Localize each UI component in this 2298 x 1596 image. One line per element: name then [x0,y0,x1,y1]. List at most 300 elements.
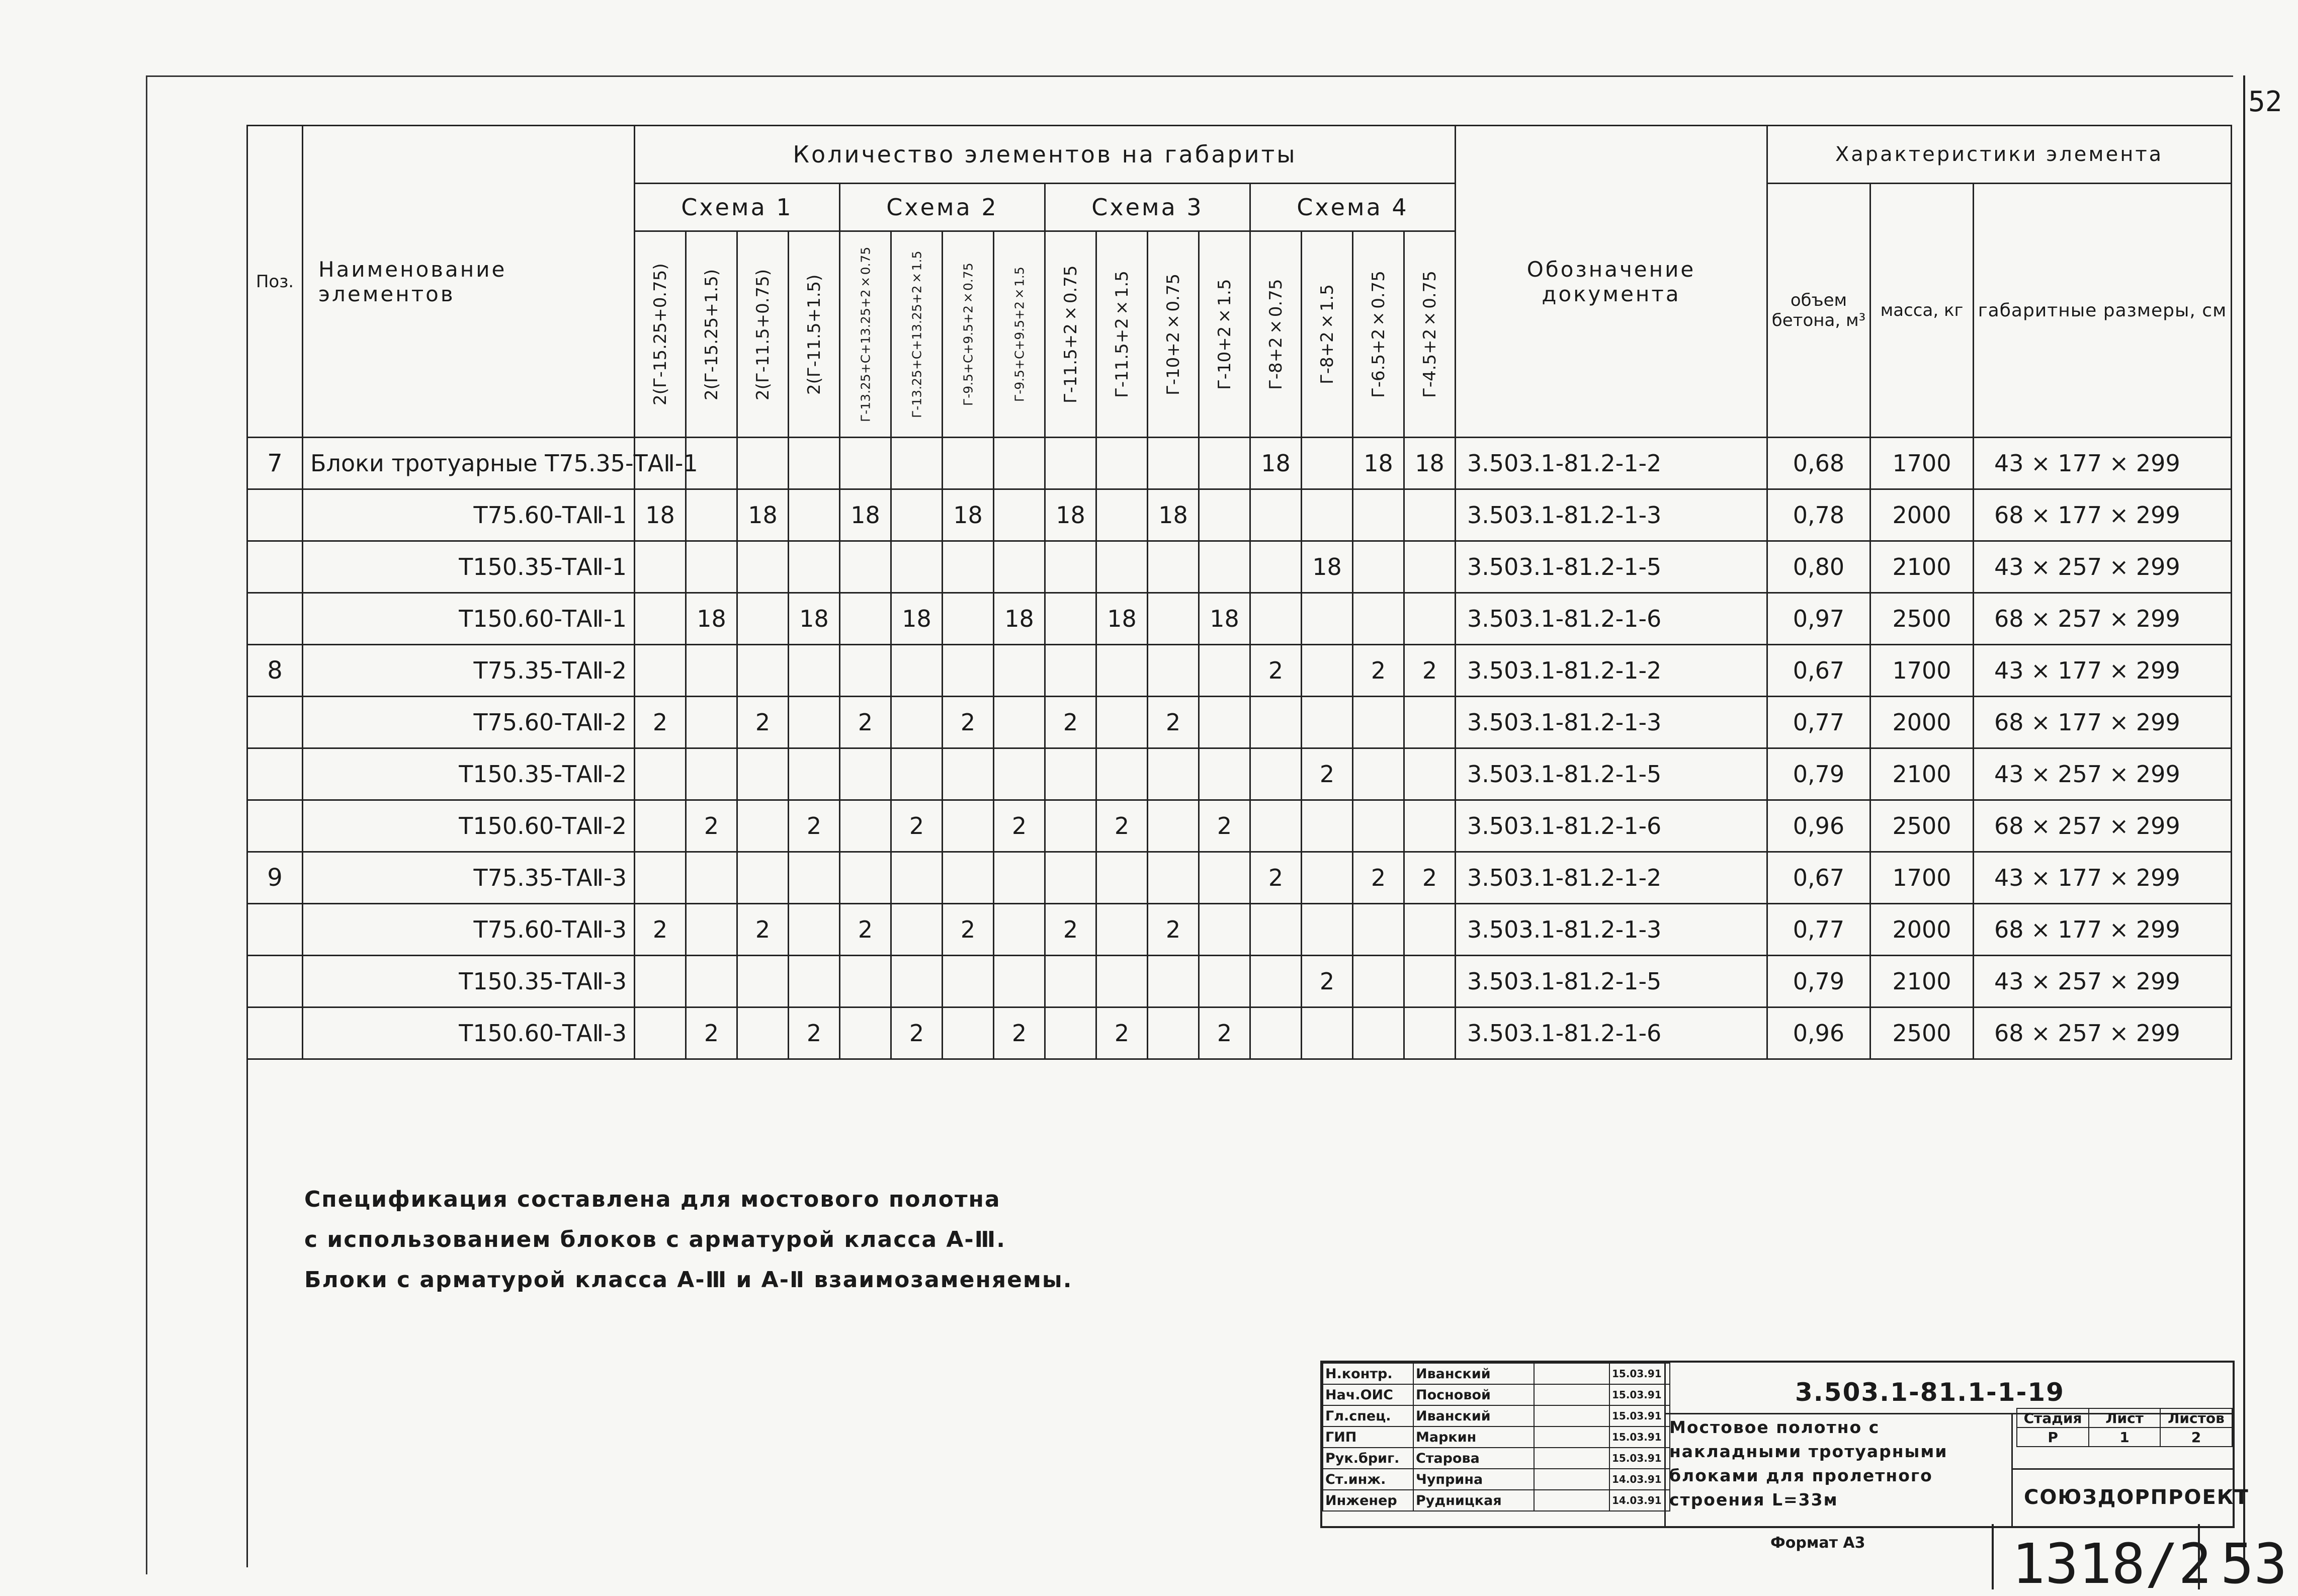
volume-cell: 0,77 [1767,904,1870,956]
element-name-cell: Т75.35-ТАⅡ-3 [303,852,635,904]
quantity-cell: 2 [737,697,789,748]
document-cell: 3.503.1-81.2-1-6 [1456,593,1767,645]
header-pos: Поз. [247,126,303,438]
quantity-cell [789,541,840,593]
spec-row [247,748,2232,800]
quantity-cell [891,438,943,489]
volume-cell: 0,77 [1767,697,1870,748]
quantity-cell [1199,541,1250,593]
header-char-group: Характеристики элемента [1767,126,2232,184]
spec-row [247,438,2232,489]
quantity-cell [1045,541,1096,593]
quantity-cell [1148,593,1199,645]
staff-row [1323,1363,1670,1384]
quantity-cell [686,956,737,1007]
quantity-cell [1302,593,1353,645]
quantity-cell: 2 [789,800,840,852]
quantity-cell [891,748,943,800]
element-name-cell: Т150.60-ТАⅡ-3 [303,1007,635,1059]
quantity-cell [943,645,994,697]
quantity-cell: 18 [1199,593,1250,645]
quantity-cell: 2 [737,904,789,956]
quantity-cell: 18 [1045,489,1096,541]
gabarit-header: Г-11.5+2×1.5 [1096,231,1148,438]
quantity-cell [737,956,789,1007]
position-cell: 7 [247,438,303,489]
gabarit-header: Г-13.25+С+13.25+2×1.5 [891,231,943,438]
quantity-cell [1148,956,1199,1007]
gabarit-header: Г-13.25+С+13.25+2×0.75 [840,231,891,438]
dimensions-cell: 68 × 177 × 299 [1974,489,2232,541]
quantity-cell: 18 [1404,438,1456,489]
quantity-cell [686,697,737,748]
signature-cell [1534,1405,1609,1426]
quantity-cell [1250,489,1302,541]
staff-role-cell: Нач.ОИС [1323,1384,1413,1405]
title-line: накладными тротуарными [1669,1442,1948,1461]
quantity-cell: 2 [1250,645,1302,697]
quantity-cell [1148,645,1199,697]
quantity-cell [686,645,737,697]
stage-value: Р [2017,1427,2089,1447]
title-block [1320,1361,2249,1528]
quantity-cell [1045,800,1096,852]
gabarit-header: Г-11.5+2×0.75 [1045,231,1096,438]
sheet-number: 1318/2 [2012,1532,2212,1596]
gabarit-header: 2(Г-15.25+1.5) [686,231,737,438]
quantity-cell [789,438,840,489]
quantity-cell [1404,800,1456,852]
staff-role-cell: Гл.спец. [1323,1405,1413,1426]
quantity-cell [840,541,891,593]
quantity-cell: 2 [1404,645,1456,697]
quantity-cell [1045,1007,1096,1059]
quantity-cell [994,438,1045,489]
document-code: 3.503.1-81.1-1-19 [1795,1378,2065,1407]
specification-table [246,125,2232,1567]
staff-role-cell: Инженер [1323,1490,1413,1511]
staff-name-cell: Чуприна [1413,1469,1534,1490]
document-cell: 3.503.1-81.2-1-3 [1456,697,1767,748]
quantity-cell [1096,645,1148,697]
quantity-cell [891,489,943,541]
dimensions-cell: 43 × 177 × 299 [1974,438,2232,489]
quantity-cell [686,541,737,593]
quantity-cell [1148,800,1199,852]
quantity-cell [1404,748,1456,800]
footer-divider [1992,1524,1994,1589]
document-cell: 3.503.1-81.2-1-2 [1456,645,1767,697]
header-scheme-2: Схема 2 [840,184,1045,231]
title-block-divider [1664,1363,1666,1526]
drawing-title [1669,1415,1947,1512]
staff-date-cell: 14.03.91 [1609,1469,1670,1490]
quantity-cell [1250,800,1302,852]
sheet-value: 1 [2089,1427,2160,1447]
quantity-cell [943,748,994,800]
volume-cell: 0,97 [1767,593,1870,645]
quantity-cell [1353,800,1404,852]
position-cell [247,904,303,956]
element-name-cell: Т75.35-ТАⅡ-2 [303,645,635,697]
header-dims: габаритные размеры, см [1974,184,2232,438]
quantity-cell [789,748,840,800]
signature-cell [1534,1363,1609,1384]
quantity-cell [1353,1007,1404,1059]
spec-row [247,852,2232,904]
quantity-cell [891,645,943,697]
quantity-cell [1353,541,1404,593]
staff-name-cell: Посновой [1413,1384,1534,1405]
quantity-cell [1096,904,1148,956]
quantity-cell [994,645,1045,697]
quantity-cell: 2 [1045,904,1096,956]
position-cell [247,593,303,645]
gabarit-header: 2(Г-11.5+1.5) [789,231,840,438]
quantity-cell [737,1007,789,1059]
position-cell [247,489,303,541]
quantity-cell [789,489,840,541]
quantity-cell [891,956,943,1007]
quantity-cell [789,645,840,697]
staff-name-cell: Иванский [1413,1363,1534,1384]
gabarit-header: 2(Г-15.25+0.75) [635,231,686,438]
quantity-cell [1199,438,1250,489]
quantity-cell [943,541,994,593]
position-cell [247,800,303,852]
quantity-cell [1148,852,1199,904]
quantity-cell [1045,438,1096,489]
quantity-cell [1199,645,1250,697]
quantity-cell [994,904,1045,956]
staff-date-cell: 14.03.91 [1609,1490,1670,1511]
element-name-cell: Т75.60-ТАⅡ-2 [303,697,635,748]
quantity-cell [891,852,943,904]
header-qty-group: Количество элементов на габариты [635,126,1456,184]
quantity-cell: 2 [1148,904,1199,956]
quantity-cell [1096,748,1148,800]
mass-cell: 1700 [1870,438,1974,489]
quantity-cell [686,489,737,541]
spec-row [247,956,2232,1007]
quantity-cell [1250,593,1302,645]
quantity-cell [840,956,891,1007]
mass-cell: 2500 [1870,593,1974,645]
quantity-cell [943,1007,994,1059]
quantity-cell [1250,1007,1302,1059]
quantity-cell [1199,852,1250,904]
quantity-cell: 2 [994,800,1045,852]
mass-cell: 1700 [1870,645,1974,697]
volume-cell: 0,80 [1767,541,1870,593]
quantity-cell [1302,852,1353,904]
element-name-cell: Т150.35-ТАⅡ-1 [303,541,635,593]
quantity-cell [635,800,686,852]
dimensions-cell: 43 × 177 × 299 [1974,645,2232,697]
spec-row [247,1007,2232,1059]
quantity-cell: 18 [1250,438,1302,489]
quantity-cell [1148,438,1199,489]
quantity-cell [1199,697,1250,748]
sheet-border-top [146,75,2233,77]
document-cell: 3.503.1-81.2-1-3 [1456,489,1767,541]
gabarit-header: Г-6.5+2×0.75 [1353,231,1404,438]
quantity-cell [1045,593,1096,645]
mass-cell: 2000 [1870,904,1974,956]
quantity-cell [840,800,891,852]
position-cell [247,748,303,800]
element-name-cell: Т150.60-ТАⅡ-2 [303,800,635,852]
quantity-cell [1045,852,1096,904]
note-line: Спецификация составлена для мостового полотна [304,1187,1001,1212]
header-doc: Обозначение документа [1456,126,1767,438]
quantity-cell [789,956,840,1007]
note-line: с использованием блоков с арматурой класса А-Ⅲ. [304,1227,1006,1252]
quantity-cell: 2 [891,1007,943,1059]
staff-name-cell: Рудницкая [1413,1490,1534,1511]
signature-cell [1534,1426,1609,1448]
quantity-cell [1404,904,1456,956]
quantity-cell: 2 [1353,852,1404,904]
quantity-cell [737,593,789,645]
quantity-cell: 2 [686,1007,737,1059]
quantity-cell [1045,645,1096,697]
quantity-cell: 2 [943,904,994,956]
element-name-cell: Т75.60-ТАⅡ-3 [303,904,635,956]
position-cell [247,956,303,1007]
quantity-cell [994,956,1045,1007]
quantity-cell [943,593,994,645]
quantity-cell [943,438,994,489]
volume-cell: 0,79 [1767,956,1870,1007]
gabarit-header: Г-9.5+С+9.5+2×0.75 [943,231,994,438]
quantity-cell [1404,541,1456,593]
quantity-cell [1045,748,1096,800]
quantity-cell: 2 [840,904,891,956]
quantity-cell [1353,489,1404,541]
header-name: Наименование элементов [303,126,635,438]
quantity-cell [1096,489,1148,541]
position-cell: 9 [247,852,303,904]
stage-sheet-table [2016,1408,2233,1447]
document-cell: 3.503.1-81.2-1-2 [1456,852,1767,904]
quantity-cell: 18 [635,489,686,541]
header-volume: объем бетона, м³ [1767,184,1870,438]
document-cell: 3.503.1-81.2-1-5 [1456,956,1767,1007]
dimensions-cell: 43 × 257 × 299 [1974,541,2232,593]
element-name-cell: Т150.60-ТАⅡ-1 [303,593,635,645]
volume-cell: 0,68 [1767,438,1870,489]
quantity-cell [1353,593,1404,645]
sheet-border-right [2243,75,2245,1564]
quantity-cell [635,956,686,1007]
quantity-cell: 18 [1096,593,1148,645]
quantity-cell [1199,904,1250,956]
element-name-cell: Т75.60-ТАⅡ-1 [303,489,635,541]
quantity-cell: 2 [1199,800,1250,852]
staff-date-cell: 15.03.91 [1609,1426,1670,1448]
staff-name-cell: Старова [1413,1448,1534,1469]
quantity-cell: 18 [1302,541,1353,593]
quantity-cell [994,697,1045,748]
staff-date-cell: 15.03.91 [1609,1448,1670,1469]
quantity-cell: 2 [1353,645,1404,697]
quantity-cell [635,1007,686,1059]
quantity-cell [1302,697,1353,748]
quantity-cell [840,748,891,800]
dimensions-cell: 43 × 177 × 299 [1974,852,2232,904]
signature-cell [1534,1469,1609,1490]
spec-row [247,489,2232,541]
quantity-cell [891,904,943,956]
quantity-cell [1302,800,1353,852]
quantity-cell [1096,956,1148,1007]
mass-cell: 2500 [1870,1007,1974,1059]
position-cell [247,697,303,748]
quantity-cell: 2 [1045,697,1096,748]
staff-row [1323,1384,1670,1405]
dimensions-cell: 43 × 257 × 299 [1974,748,2232,800]
quantity-cell: 2 [891,800,943,852]
document-cell: 3.503.1-81.2-1-6 [1456,800,1767,852]
quantity-cell [891,697,943,748]
staff-signatures [1322,1363,1670,1511]
quantity-cell [1148,748,1199,800]
quantity-cell [891,541,943,593]
dimensions-cell: 68 × 177 × 299 [1974,697,2232,748]
quantity-cell [789,852,840,904]
quantity-cell: 2 [1096,1007,1148,1059]
quantity-cell: 2 [1302,956,1353,1007]
gabarit-header: Г-8+2×1.5 [1302,231,1353,438]
quantity-cell [1250,541,1302,593]
quantity-cell [635,852,686,904]
specification-note [304,1180,1072,1300]
quantity-cell [1302,645,1353,697]
sheets-value: 2 [2160,1427,2232,1447]
staff-date-cell: 15.03.91 [1609,1405,1670,1426]
quantity-cell [943,956,994,1007]
quantity-cell: 2 [840,697,891,748]
gabarit-header: Г-8+2×0.75 [1250,231,1302,438]
quantity-cell [737,800,789,852]
volume-cell: 0,79 [1767,748,1870,800]
staff-role-cell: Ст.инж. [1323,1469,1413,1490]
position-cell [247,541,303,593]
dimensions-cell: 68 × 257 × 299 [1974,800,2232,852]
sheet-border-left [146,75,147,1574]
quantity-cell [1199,489,1250,541]
quantity-cell: 2 [1302,748,1353,800]
quantity-cell: 2 [1148,697,1199,748]
signature-cell [1534,1448,1609,1469]
quantity-cell [737,748,789,800]
element-name-cell: Т150.35-ТАⅡ-3 [303,956,635,1007]
volume-cell: 0,96 [1767,800,1870,852]
sheet-header: Лист [2089,1408,2160,1427]
quantity-cell: 2 [943,697,994,748]
gabarit-header: Г-9.5+С+9.5+2×1.5 [994,231,1045,438]
mass-cell: 1700 [1870,852,1974,904]
quantity-cell [1096,541,1148,593]
dimensions-cell: 68 × 257 × 299 [1974,593,2232,645]
quantity-cell: 18 [737,489,789,541]
quantity-cell: 18 [891,593,943,645]
signature-cell [1534,1490,1609,1511]
quantity-cell [994,541,1045,593]
quantity-cell [1353,956,1404,1007]
mass-cell: 2000 [1870,489,1974,541]
quantity-cell: 18 [994,593,1045,645]
staff-row [1323,1405,1670,1426]
volume-cell: 0,67 [1767,852,1870,904]
quantity-cell [943,852,994,904]
mass-cell: 2000 [1870,697,1974,748]
quantity-cell: 18 [943,489,994,541]
quantity-cell [1199,748,1250,800]
quantity-cell [1250,748,1302,800]
header-scheme-1: Схема 1 [635,184,840,231]
quantity-cell [1199,956,1250,1007]
gabarit-header: 2(Г-11.5+0.75) [737,231,789,438]
note-line: Блоки с арматурой класса А-Ⅲ и А-Ⅱ взаимозаменяемы. [304,1267,1073,1293]
quantity-cell [686,904,737,956]
spec-row [247,697,2232,748]
dimensions-cell: 68 × 177 × 299 [1974,904,2232,956]
quantity-cell: 2 [1250,852,1302,904]
staff-row [1323,1426,1670,1448]
quantity-cell [686,852,737,904]
document-cell: 3.503.1-81.2-1-3 [1456,904,1767,956]
page-number-bottom: 53 [2221,1532,2287,1596]
staff-row [1323,1469,1670,1490]
quantity-cell: 2 [1404,852,1456,904]
mass-cell: 2100 [1870,956,1974,1007]
element-name-cell: Блоки тротуарные Т75.35-ТАⅡ-1 [303,438,635,489]
quantity-cell [1302,489,1353,541]
quantity-cell [840,1007,891,1059]
quantity-cell: 2 [686,800,737,852]
header-mass: масса, кг [1870,184,1974,438]
quantity-cell [994,852,1045,904]
quantity-cell [1096,852,1148,904]
quantity-cell: 18 [840,489,891,541]
staff-role-cell: Рук.бриг. [1323,1448,1413,1469]
quantity-cell [1404,956,1456,1007]
quantity-cell [1404,489,1456,541]
quantity-cell: 2 [635,904,686,956]
quantity-cell [635,541,686,593]
spec-row [247,645,2232,697]
sheets-header: Листов [2160,1408,2232,1427]
header-scheme-4: Схема 4 [1250,184,1456,231]
footer-divider [2198,1524,2200,1589]
dimensions-cell: 68 × 257 × 299 [1974,1007,2232,1059]
title-line: блоками для пролетного [1669,1466,1933,1485]
title-line: Мостовое полотно с [1669,1417,1880,1437]
document-cell: 3.503.1-81.2-1-2 [1456,438,1767,489]
quantity-cell: 18 [1353,438,1404,489]
header-scheme-3: Схема 3 [1045,184,1250,231]
quantity-cell [1302,1007,1353,1059]
gabarit-header: Г-4.5+2×0.75 [1404,231,1456,438]
quantity-cell: 2 [789,1007,840,1059]
quantity-cell [840,593,891,645]
quantity-cell [1302,904,1353,956]
quantity-cell [1404,593,1456,645]
quantity-cell [1250,904,1302,956]
quantity-cell [1353,748,1404,800]
